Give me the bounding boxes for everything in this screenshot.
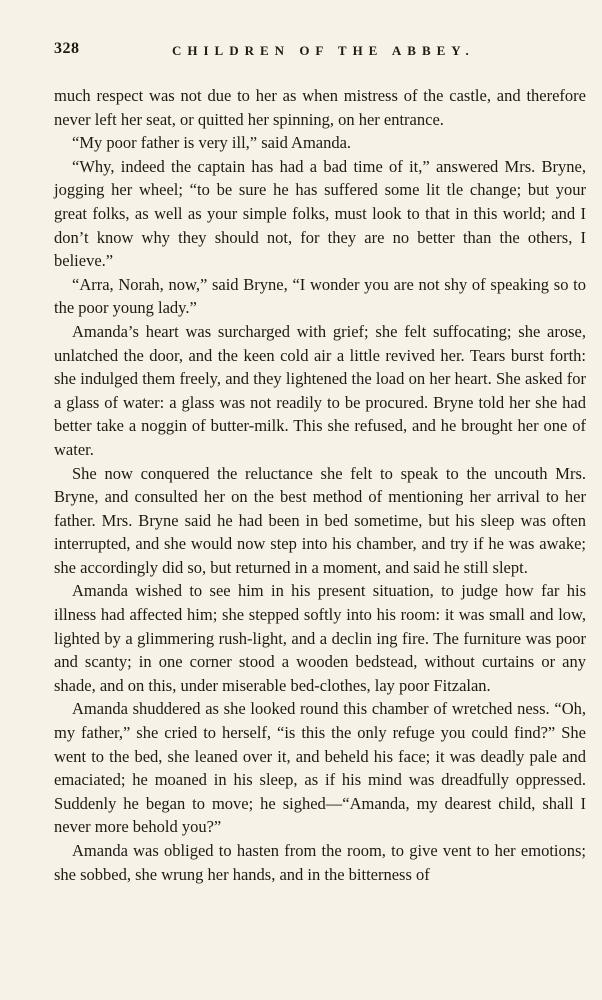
page-number: 328 xyxy=(54,40,80,57)
page-header xyxy=(54,40,574,64)
paragraph: Amanda wished to see him in his present situation, to judge how far his illness had affected him; she stepped softly into his room: it was small and low, lighted by a glimmering rush-light, and a declin ing fire. The furniture was poor and scanty; in one corner stood a wooden bedstead, without curtains or any shade, and on this, under miserable bed-clothes, lay poor Fitzalan. xyxy=(54,581,586,695)
paragraph: “My poor father is very ill,” said Amanda. xyxy=(72,133,352,153)
paragraph: Amanda was obliged to hasten from the room, to give vent to her emotions; she sobbed, she wrung her hands, and in the bitterness of xyxy=(54,841,586,884)
body-text xyxy=(54,84,586,886)
paragraph: “Why, indeed the captain has had a bad time of it,” answered Mrs. Bryne, jogging her wheel; “to be sure he has suffered some lit tle change; but your great folks, as well as your simple folks, must look to that in this world; and I don’t know why they should not, for they are no better than the others, I believe.” xyxy=(54,156,586,271)
paragraph: She now conquered the reluctance she felt to speak to the uncouth Mrs. Bryne, and consulted her on the best method of mentioning her arrival to her father. Mrs. Bryne said he had been in bed sometime, but his sleep was often interrupted, and she would now step into his chamber, and try if he was awake; she accordingly did so, but returned in a moment, and said he still slept. xyxy=(54,463,586,577)
paragraph: Amanda shuddered as she looked round this chamber of wretched ness. “Oh, my father,” she cried to herself, “is this the only refuge you could find?” She went to the bed, she leaned over it, and beheld his face; it was deadly pale and emaciated; he moaned in his sleep, as if his mind was dreadfully oppressed. Suddenly he began to move; he sighed—“Amanda, my dearest child, shall I never more behold you?” xyxy=(54,699,586,837)
paragraph: “Arra, Norah, now,” said Bryne, “I wonder you are not shy of speaking so to the poor young lady.” xyxy=(54,274,586,318)
paragraph: Amanda’s heart was surcharged with grief; she felt suffocating; she arose, unlatched the door, and the keen cold air a little revived her. Tears burst forth: she indulged them freely, and they lightened the load on her heart. She asked for a glass of water: a glass was not readily to be procured. Bryne told her she had better take a noggin of butter-milk. This she refused, and he brought her one of water. xyxy=(54,321,586,459)
paragraph: much respect was not due to her as when mistress of the castle, and therefore never left her seat, or quitted her spinning, on her entrance. xyxy=(54,86,586,129)
running-title: CHILDREN OF THE ABBEY. xyxy=(172,43,475,58)
